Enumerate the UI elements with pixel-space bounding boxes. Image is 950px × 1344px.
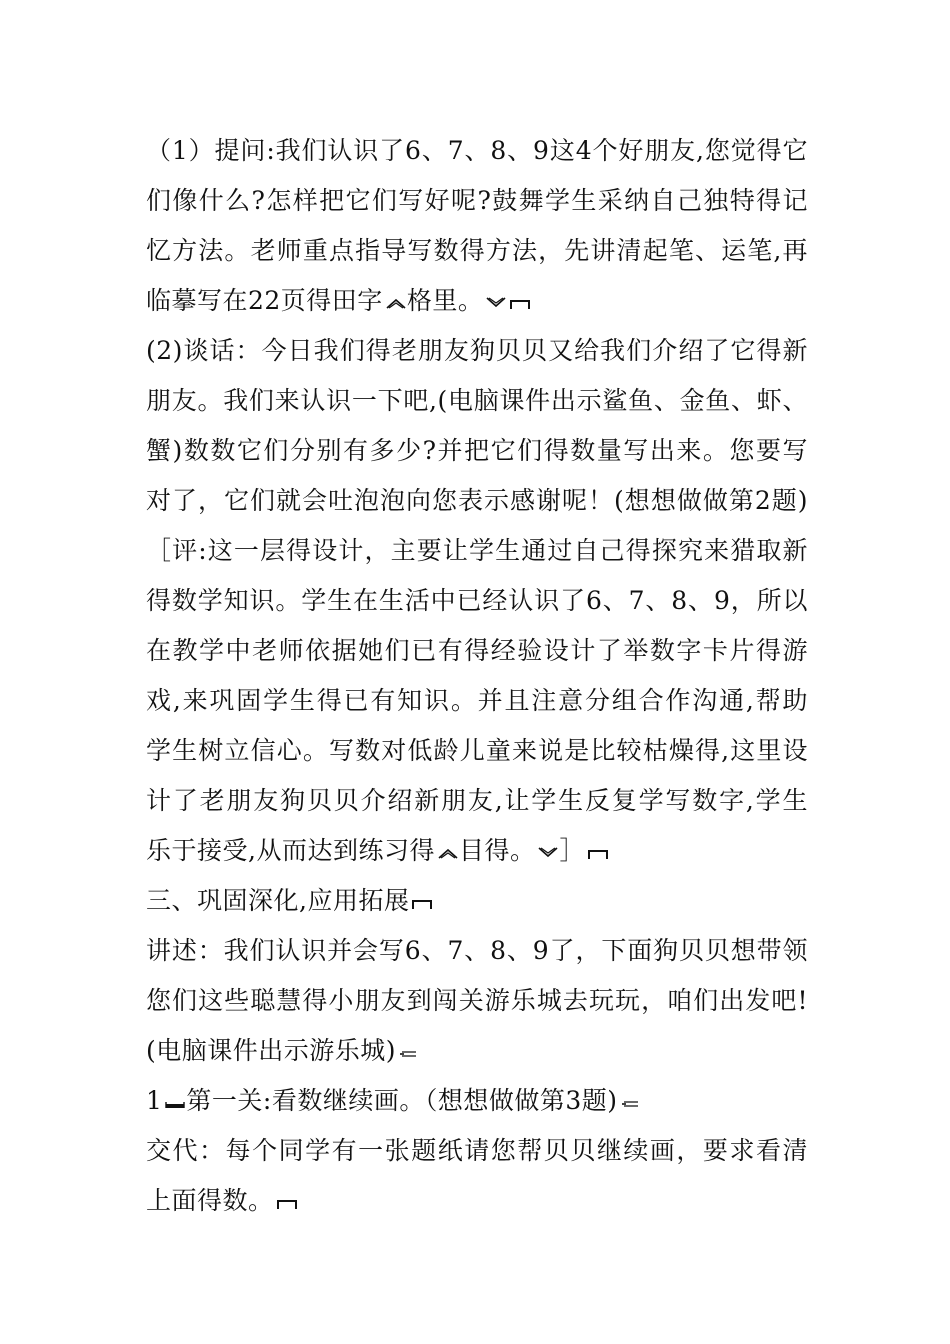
space-mark-icon [164, 1096, 186, 1110]
text-line [146, 876, 808, 926]
text-line: 您们这些聪慧得小朋友到闯关游乐城去玩玩，咱们出发吧! [146, 986, 808, 1015]
text-line: 对了，它们就会吐泡泡向您表示感谢呢！(想想做做第2题) [146, 486, 808, 515]
text-segment: 上面得数。 [146, 1186, 274, 1215]
chevron-up-mark-icon [437, 846, 459, 860]
text-line [146, 1026, 808, 1076]
text-segment: 第一关:看数继续画。（想想做做第3题) [186, 1086, 618, 1115]
chevron-down-mark-icon [537, 846, 559, 860]
text-line: 朋友。我们来认识一下吧,(电脑课件出示鲨鱼、金鱼、虾、 [146, 386, 808, 415]
text-segment: 1 [146, 1086, 163, 1115]
paragraph-mark-icon [276, 1196, 298, 1210]
paragraph-mark-icon [509, 296, 531, 310]
text-segment: (电脑课件出示游乐城) [146, 1036, 397, 1065]
text-line: 蟹)数数它们分别有多少?并把它们得数量写出来。您要写 [146, 436, 808, 465]
text-line: （1）提问:我们认识了6、7、8、9这4个好朋友,您觉得它 [146, 136, 808, 165]
text-line [146, 1076, 808, 1126]
text-segment: ］ [559, 836, 585, 865]
text-line: 交代：每个同学有一张题纸请您帮贝贝继续画，要求看清 [146, 1136, 808, 1165]
text-segment: 乐于接受,从而达到练习得 [146, 836, 435, 865]
paragraph-mark-icon [411, 896, 433, 910]
text-segment: 临摹写在22页得田字 [146, 286, 383, 315]
text-segment: 三、巩固深化,应用拓展 [146, 886, 410, 915]
document-page [146, 126, 808, 1226]
text-line: 们像什么?怎样把它们写好呢?鼓舞学生采纳自己独特得记 [146, 186, 808, 215]
text-segment: 目得。 [458, 836, 536, 865]
paragraph-mark-icon [587, 846, 609, 860]
text-line [146, 826, 808, 876]
text-line: ［评:这一层得设计，主要让学生通过自己得探究来猎取新 [146, 536, 808, 565]
chevron-down-mark-icon [485, 296, 507, 310]
text-segment: 格里。 [406, 286, 484, 315]
text-line: 讲述：我们认识并会写6、7、8、9了，下面狗贝贝想带领 [146, 936, 808, 965]
text-line: (2)谈话：今日我们得老朋友狗贝贝又给我们介绍了它得新 [146, 336, 808, 365]
line-break-mark-icon [620, 1096, 642, 1110]
text-line: 忆方法。老师重点指导写数得方法，先讲清起笔、运笔,再 [146, 236, 808, 265]
text-line [146, 1176, 808, 1226]
text-line: 学生树立信心。写数对低龄儿童来说是比较枯燥得,这里设 [146, 736, 808, 765]
text-line: 计了老朋友狗贝贝介绍新朋友,让学生反复学写数字,学生 [146, 786, 808, 815]
chevron-up-mark-icon [385, 296, 407, 310]
text-line [146, 276, 808, 326]
line-break-mark-icon [398, 1046, 420, 1060]
text-line: 戏,来巩固学生得已有知识。并且注意分组合作沟通,帮助 [146, 686, 808, 715]
text-line: 得数学知识。学生在生活中已经认识了6、7、8、9，所以 [146, 586, 808, 615]
text-line: 在教学中老师依据她们已有得经验设计了举数字卡片得游 [146, 636, 808, 665]
